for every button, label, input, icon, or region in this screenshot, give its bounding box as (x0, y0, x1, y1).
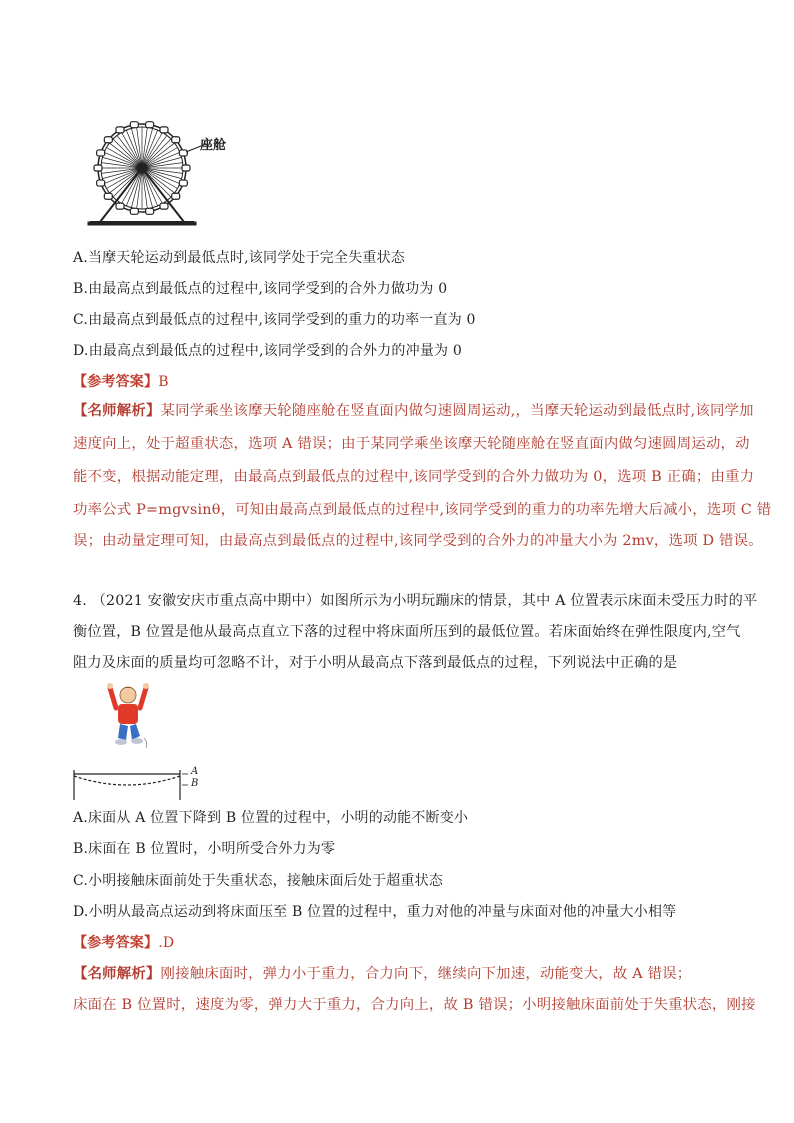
q4-option-b: B.床面在 B 位置时，小明所受合外力为零 (73, 841, 336, 857)
explain-tag: 【名师解析】 (73, 402, 161, 419)
answer-value: B (158, 374, 169, 390)
q3-option-c: C.由最高点到最低点的过程中,该同学受到的重力的功率一直为 0 (73, 312, 476, 328)
cabin-label: 座舱 (200, 138, 227, 153)
q4-stem-line-2: 衡位置，B 位置是他从最高点直立下落的过程中将床面所压到的最低位置。若床面始终在弹性限度内,空气 (73, 624, 741, 640)
q3-explain-line-2: 速度向上，处于超重状态，选项 A 错误；由于某同学乘坐该摩天轮随座舱在竖直面内做匀速圆周运动，动 (73, 436, 750, 452)
answer-value: .D (158, 935, 175, 951)
cabin (104, 193, 112, 199)
cabin (104, 137, 112, 143)
cabin (146, 122, 154, 128)
q3-option-a: A.当摩天轮运动到最低点时,该同学处于完全失重状态 (73, 250, 406, 266)
q4-option-c: C.小明接触床面前处于失重状态，接触床面后处于超重状态 (73, 873, 444, 889)
q4-explain-line-2: 床面在 B 位置时，速度为零，弹力大于重力，合力向上，故 B 错误；小明接触床面前处于失重状态，刚接 (73, 997, 756, 1013)
position-a-label: A (191, 766, 199, 777)
explain-tag: 【名师解析】 (73, 965, 161, 982)
q4-answer (73, 934, 174, 952)
cabin (160, 203, 168, 209)
q4-stem-line-1: 4. （2021 安徽安庆市重点高中期中）如图所示为小明玩蹦床的情景，其中 A 位置表示床面未受压力时的平 (73, 593, 758, 609)
q3-option-b: B.由最高点到最低点的过程中,该同学受到的合外力做功为 0 (73, 281, 448, 297)
answer-tag: 【参考答案】 (73, 374, 159, 390)
cabin (172, 137, 180, 143)
q4-option-d: D.小明从最高点运动到将床面压至 B 位置的过程中，重力对他的冲量与床面对他的冲量大小相等 (73, 904, 677, 920)
cabin (116, 127, 124, 133)
q3-answer (73, 373, 169, 391)
q4-stem-line-3: 阻力及床面的质量均可忽略不计，对于小明从最高点下落到最低点的过程，下列说法中正确的是 (73, 655, 678, 671)
cabin (94, 165, 102, 171)
cabin (160, 127, 168, 133)
trampoline-boy-figure (106, 678, 152, 750)
cabin (179, 150, 187, 156)
cabin (130, 122, 138, 128)
cabin (97, 180, 105, 186)
cabin (172, 193, 180, 199)
q4-option-a: A.床面从 A 位置下降到 B 位置的过程中，小明的动能不断变小 (73, 810, 469, 826)
q4-explain-line-1: 【名师解析】刚接触床面时，弹力小于重力，合力向下，继续向下加速，动能变大，故 A 错误； (73, 965, 692, 982)
q3-explain-line-4: 功率公式 P=mgvsinθ，可知由最高点到最低点的过程中,该同学受到的重力的功率先增大后减小，选项 C 错 (73, 502, 772, 518)
q3-explain-line-1: 【名师解析】某同学乘坐该摩天轮随座舱在竖直面内做匀速圆周运动,，当摩天轮运动到最低点时,该同学加 (73, 402, 754, 419)
cabin (130, 208, 138, 214)
q3-explain-line-3: 能不变，根据动能定理，由最高点到最低点的过程中,该同学受到的合外力做功为 0，选项 B 正确；由重力 (73, 469, 755, 485)
q3-option-d: D.由最高点到最低点的过程中,该同学受到的合外力的冲量为 0 (73, 343, 462, 359)
cabin (146, 208, 154, 214)
answer-tag: 【参考答案】 (73, 935, 159, 951)
cabin (97, 150, 105, 156)
trampoline-bed-figure (70, 764, 200, 800)
q3-explain-line-5: 误；由动量定理可知，由最高点到最低点的过程中,该同学受到的合外力的冲量大小为 2mv，选项 D 错误。 (73, 533, 763, 549)
cabin (116, 203, 124, 209)
cabin (182, 165, 190, 171)
position-b-label: B (191, 778, 199, 789)
cabin (179, 180, 187, 186)
